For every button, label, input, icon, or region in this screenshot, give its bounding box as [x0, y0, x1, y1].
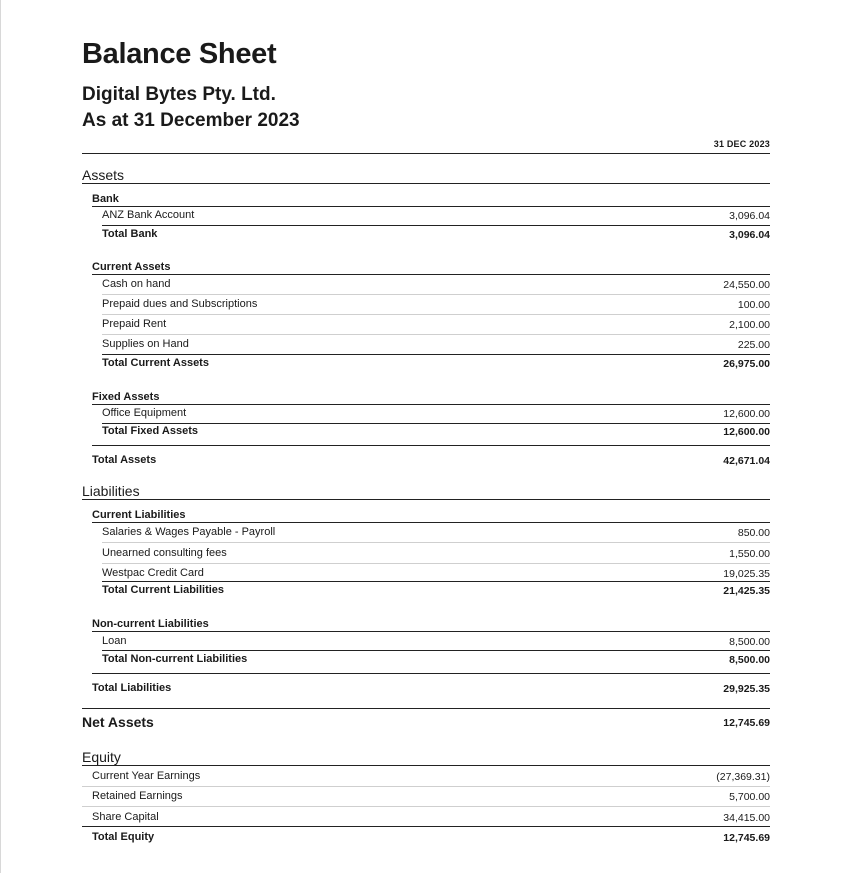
divider	[102, 581, 770, 582]
divider	[102, 542, 770, 543]
divider	[82, 786, 770, 787]
group-title-current-liabilities: Current Liabilities	[92, 509, 186, 521]
divider	[82, 826, 770, 827]
line-item-amount: 3,096.04	[729, 210, 770, 222]
group-title-bank: Bank	[92, 193, 119, 205]
total-noncurrent-liabilities-label: Total Non-current Liabilities	[102, 653, 248, 665]
group-title-fixed-assets: Fixed Assets	[92, 391, 160, 403]
total-fixed-assets-label: Total Fixed Assets	[102, 425, 198, 437]
divider	[92, 206, 770, 207]
line-item-name: Salaries & Wages Payable - Payroll	[102, 526, 276, 538]
line-item-name: Share Capital	[92, 811, 159, 823]
line-item-name: Current Year Earnings	[92, 770, 201, 782]
divider	[102, 225, 770, 226]
divider	[102, 354, 770, 355]
divider	[92, 445, 770, 446]
line-item-amount: 12,600.00	[723, 408, 770, 420]
line-item-name: Loan	[102, 635, 127, 647]
line-item-name: Prepaid Rent	[102, 318, 167, 330]
total-bank-label: Total Bank	[102, 228, 158, 240]
total-current-liabilities-label: Total Current Liabilities	[102, 584, 225, 596]
net-assets-amount: 12,745.69	[723, 717, 770, 729]
line-item-amount: 8,500.00	[729, 636, 770, 648]
line-item-name: Supplies on Hand	[102, 338, 189, 350]
line-item-name: Unearned consulting fees	[102, 547, 227, 559]
section-title-assets: Assets	[82, 167, 125, 183]
divider	[82, 765, 770, 766]
column-header-date: 31 DEC 2023	[713, 139, 770, 149]
page-edge	[0, 0, 1, 873]
total-current-assets-label: Total Current Assets	[102, 357, 209, 369]
group-title-current-assets: Current Assets	[92, 261, 171, 273]
divider	[102, 314, 770, 315]
total-assets-label: Total Assets	[92, 454, 157, 466]
total-assets-amount: 42,671.04	[723, 455, 770, 467]
total-noncurrent-liabilities-amount: 8,500.00	[729, 654, 770, 666]
total-current-liabilities-amount: 21,425.35	[723, 585, 770, 597]
line-item-amount: 2,100.00	[729, 319, 770, 331]
line-item-amount: 1,550.00	[729, 548, 770, 560]
net-assets-label: Net Assets	[82, 714, 154, 730]
section-title-equity: Equity	[82, 749, 121, 765]
line-item-amount: 34,415.00	[723, 812, 770, 824]
divider	[102, 334, 770, 335]
divider	[92, 404, 770, 405]
total-equity-amount: 12,745.69	[723, 832, 770, 844]
line-item-name: Cash on hand	[102, 278, 171, 290]
section-title-liabilities: Liabilities	[82, 483, 140, 499]
divider	[102, 423, 770, 424]
line-item-amount: 225.00	[737, 339, 770, 351]
divider	[92, 631, 770, 632]
divider	[102, 294, 770, 295]
total-bank-amount: 3,096.04	[729, 229, 770, 241]
divider	[82, 183, 770, 184]
report-title: Balance Sheet	[82, 38, 277, 70]
report-period: As at 31 December 2023	[82, 110, 300, 131]
line-item-amount: (27,369.31)	[716, 771, 770, 783]
total-liabilities-amount: 29,925.35	[723, 683, 770, 695]
divider	[92, 522, 770, 523]
group-title-noncurrent-liabilities: Non-current Liabilities	[92, 618, 209, 630]
divider	[92, 673, 770, 674]
total-liabilities-label: Total Liabilities	[92, 682, 172, 694]
line-item-amount: 24,550.00	[723, 279, 770, 291]
line-item-name: Retained Earnings	[92, 790, 183, 802]
divider	[102, 650, 770, 651]
divider	[102, 563, 770, 564]
company-name: Digital Bytes Pty. Ltd.	[82, 84, 276, 105]
total-equity-label: Total Equity	[92, 831, 155, 843]
divider	[82, 499, 770, 500]
line-item-name: Office Equipment	[102, 407, 187, 419]
header-divider	[82, 153, 770, 154]
divider	[92, 274, 770, 275]
line-item-name: ANZ Bank Account	[102, 209, 195, 221]
line-item-amount: 100.00	[737, 299, 770, 311]
total-fixed-assets-amount: 12,600.00	[723, 426, 770, 438]
line-item-amount: 19,025.35	[723, 568, 770, 580]
line-item-amount: 850.00	[737, 527, 770, 539]
line-item-name: Westpac Credit Card	[102, 567, 204, 579]
line-item-amount: 5,700.00	[729, 791, 770, 803]
divider	[82, 806, 770, 807]
total-current-assets-amount: 26,975.00	[723, 358, 770, 370]
line-item-name: Prepaid dues and Subscriptions	[102, 298, 258, 310]
divider	[82, 708, 770, 709]
